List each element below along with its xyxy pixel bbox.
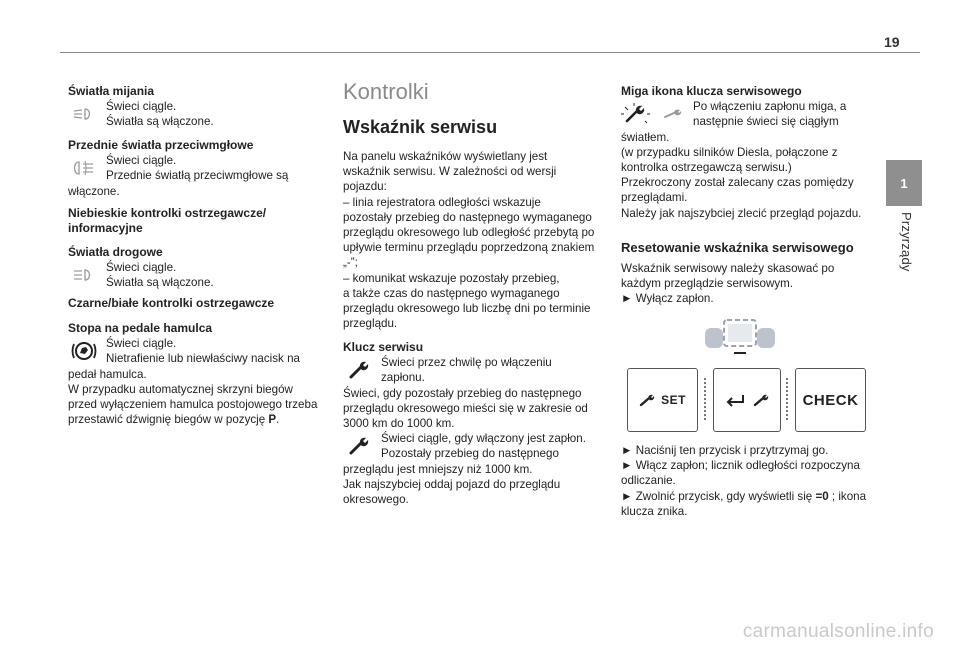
watermark: carmanualsonline.info (742, 621, 934, 642)
brake-pedal-title: Stopa na pedale hamulca (68, 321, 213, 335)
wrench-blink-icon (621, 101, 687, 127)
blinking-key-title: Miga ikona klucza serwisowego (621, 84, 802, 98)
wrench-icon (343, 433, 375, 459)
main-beam-icon (68, 262, 100, 288)
brake-foot-icon (68, 338, 100, 364)
reset-steps: ► Naciśnij ten przycisk i przytrzymaj go. ► Włącz zapłon; licznik odległości rozpoczyna odliczanie. ► Zwolnić przycisk, gdy wyświetli się =0 ; ikona klucza znika. (621, 444, 867, 518)
section-title: Kontrolki (343, 79, 429, 104)
check-label: CHECK (802, 391, 859, 409)
blue-warning-header-2: informacyjne (68, 221, 143, 236)
wrench-icon (753, 393, 771, 407)
front-fog-icon (68, 155, 100, 181)
wrench-icon (639, 393, 657, 407)
reset-instructions: Wskaźnik serwisowy należy skasować po każdym przeglądzie serwisowym. ► Wyłącz zapłon. (621, 262, 835, 306)
main-beam-title: Światła drogowe (68, 245, 163, 259)
check-button[interactable] (795, 368, 866, 432)
low-beam-icon (68, 101, 100, 127)
button-separator (786, 378, 790, 420)
return-arrow-icon (723, 392, 747, 408)
wrench-icon (343, 357, 375, 383)
reset-title: Resetowanie wskaźnika serwisowego (621, 240, 854, 255)
service-intro: Na panelu wskaźników wyświetlany jest wskaźnik serwisu. W zależności od wersji pojazdu: – linia rejestratora odległości wskazuje pozostały przebieg do następnego wymaganego przeglądu okresowego lub odległość przebytą po upływie terminu przeglądu poprzedzoną znakiem „-”; – komunikat wskazuje pozostały przebieg, a także czas do następnego wymaganego przeglądu okresowego lub liczbę dni po terminie przeglądu. (343, 150, 595, 331)
chapter-title: Przyrządy (899, 212, 914, 272)
chapter-tab[interactable]: 1 (886, 160, 922, 206)
button-separator (704, 378, 708, 420)
set-button[interactable] (627, 368, 698, 432)
subsection-title: Wskaźnik serwisu (343, 117, 498, 137)
front-fog-title: Przednie światła przeciwmgłowe (68, 138, 254, 152)
bw-warning-header: Czarne/białe kontrolki ostrzegawcze (68, 296, 275, 310)
header-rule (60, 52, 920, 53)
dashboard-display-icon (704, 318, 776, 358)
running-lights-title: Światła mijania (68, 84, 155, 98)
set-label: SET (661, 393, 686, 407)
return-wrench-button[interactable] (713, 368, 781, 432)
page-number: 19 (884, 34, 900, 50)
blue-warning-header-1: Niebieskie kontrolki ostrzegawcze/ (68, 206, 267, 220)
service-key-title: Klucz serwisu (343, 340, 424, 354)
